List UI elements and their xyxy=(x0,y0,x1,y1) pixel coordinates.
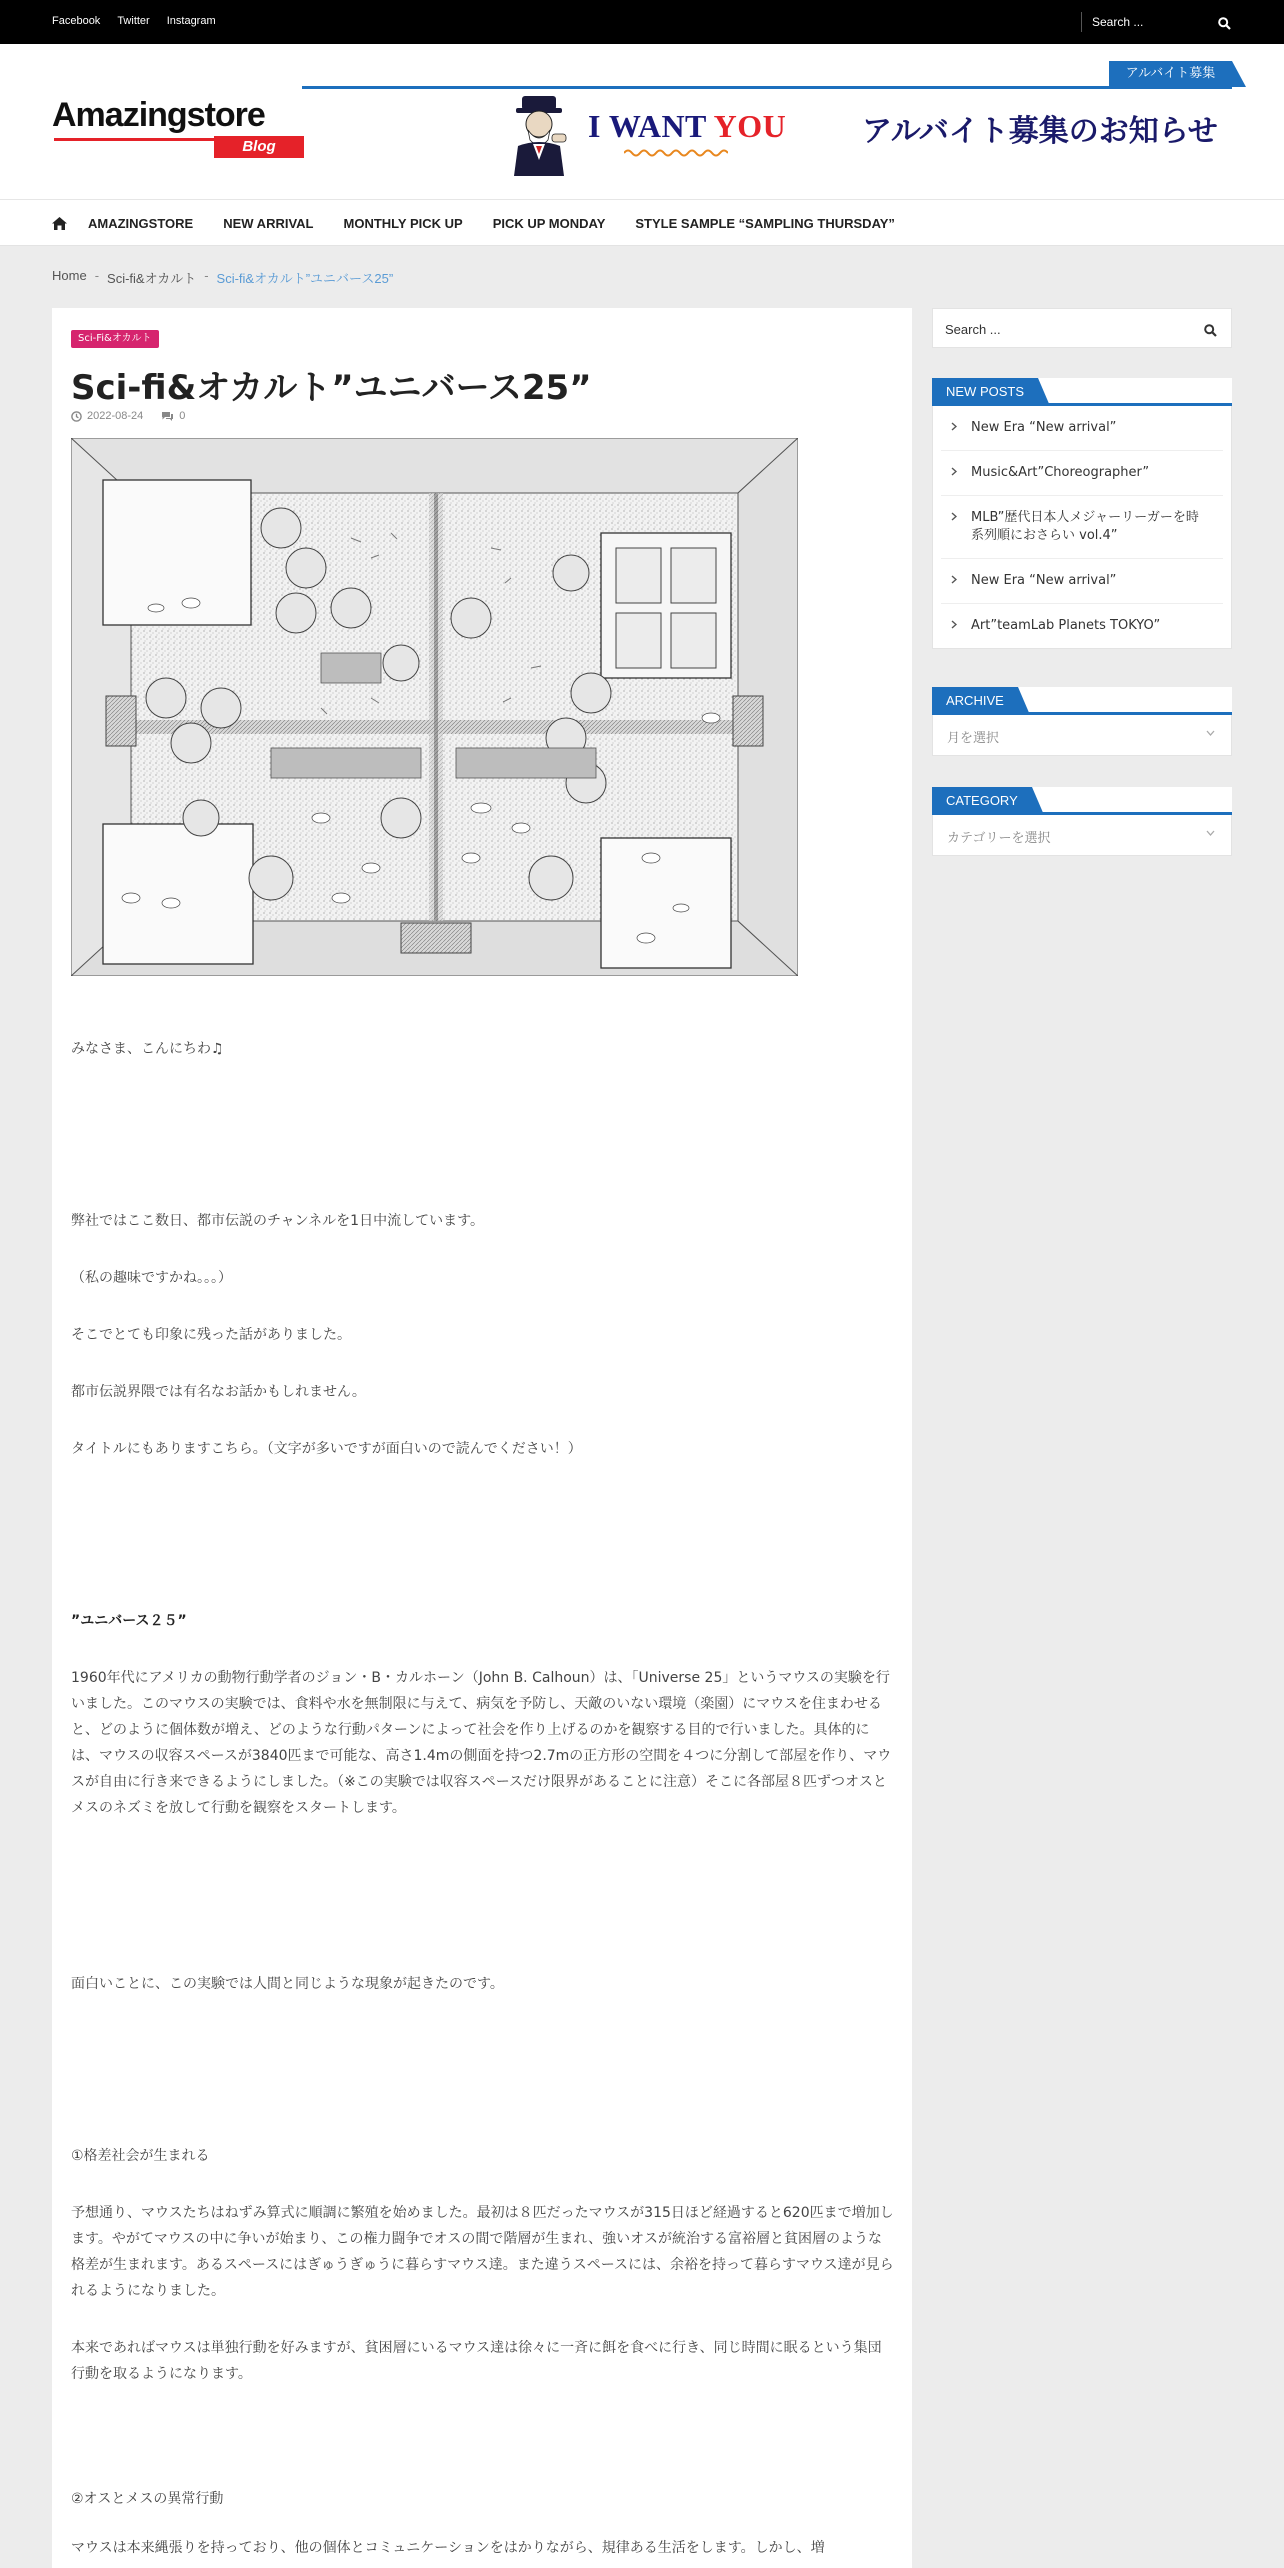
widget-title: ARCHIVE xyxy=(932,687,1018,715)
chevron-right-icon xyxy=(951,512,957,521)
banner-you: YOU xyxy=(713,108,787,144)
article-paragraph: ②オスとメスの異常行動 xyxy=(71,2491,224,2507)
widget-archive xyxy=(932,687,1232,756)
facebook-link[interactable]: Facebook xyxy=(52,15,101,27)
article-paragraph: ①格差社会が生まれる xyxy=(71,2148,210,2164)
logo-name: Amazingstore xyxy=(52,96,265,134)
article-paragraph: 弊社ではここ数日、都市伝説のチャンネルを1日中流しています。 xyxy=(71,1213,484,1229)
widget-title: NEW POSTS xyxy=(932,378,1038,406)
new-post-title: Music&Art”Choreographer” xyxy=(971,465,1150,480)
universe-25-illustration xyxy=(71,438,798,976)
article-paragraph: 1960年代にアメリカの動物行動学者のジョン・B・カルホーン（John B. Calhoun）は、「Universe 25」というマウスの実験を行いました。このマウスの実験では、食料や水を無制限に与えて、病気を予防し、天敵のいない環境（楽園）にマウスを住まわせると、どのように個体数が増え、どのような行動パターンによって社会を作り上げるのかを観察する目的で行いました。具体的には、マウスの収容スペースが3840匹まで可能な、高さ1.4mの側面を持つ2.7mの正方形の空間を４つに分割して部屋を作り、マウスが自由に行き来できるようにしました。（※この実験では収容スペースだけ限界があることに注意）そこに各部屋８匹ずつオスとメスのネズミを放して行動を観察をスタートします。 xyxy=(71,1670,892,1816)
article-meta xyxy=(71,410,185,422)
chevron-down-icon xyxy=(1206,830,1215,836)
article-paragraph: みなさま、こんにちわ♫ xyxy=(71,1041,224,1057)
new-posts-list xyxy=(932,406,1232,649)
nav-item-amazingstore[interactable]: AMAZINGSTORE xyxy=(88,216,194,231)
top-bar xyxy=(0,0,1284,44)
main-nav xyxy=(0,200,1284,246)
article-paragraph: 予想通り、マウスたちはねずみ算式に順調に繁殖を始めました。最初は８匹だったマウスが315日ほど経過すると620匹まで増加します。やがてマウスの中に争いが始まり、この権力闘争でオスの間で階層が生まれ、強いオスが統治する富裕層と貧困層のような格差が生まれます。あるスペースにはぎゅうぎゅうに暮らすマウス達。また違うスペースには、余裕を持って暮らすマウス達が見られるようになりました。 xyxy=(71,2205,894,2299)
breadcrumb-home[interactable]: Home xyxy=(52,268,87,283)
article-paragraph: 本来であればマウスは単独行動を好みますが、貧困層にいるマウス達は徐々に一斉に餌を食べに行き、同じ時間に眠るという集団行動を取るようになります。 xyxy=(71,2340,882,2382)
twitter-link[interactable]: Twitter xyxy=(117,15,150,27)
category-select-value: カテゴリーを選択 xyxy=(947,831,1051,846)
article-title: Sci-fi&オカルト”ユニバース25” xyxy=(71,368,592,408)
home-icon[interactable] xyxy=(52,215,67,234)
nav-item-new-arrival[interactable]: NEW ARRIVAL xyxy=(223,216,314,231)
breadcrumb-separator: - xyxy=(94,268,100,283)
chevron-down-icon xyxy=(1206,730,1215,736)
article-paragraph: タイトルにもありますこちら。（文字が多いですが面白いので読んでください！） xyxy=(71,1441,582,1457)
new-post-title: Art”teamLab Planets TOKYO” xyxy=(971,618,1161,633)
banner-headline[interactable] xyxy=(588,108,786,145)
breadcrumb-separator: - xyxy=(204,268,209,283)
banner-want: I WANT xyxy=(588,108,714,144)
nav-item-pick-up-monday[interactable]: PICK UP MONDAY xyxy=(492,216,606,231)
category-select[interactable] xyxy=(932,815,1232,856)
article-paragraph: 都市伝説界隈では有名なお話かもしれません。 xyxy=(71,1384,366,1400)
breadcrumb-category[interactable]: Sci-fi&オカルト xyxy=(107,271,197,286)
banner-ornament xyxy=(624,148,728,158)
chevron-right-icon xyxy=(951,467,957,476)
new-post-item[interactable] xyxy=(941,604,1223,648)
logo-underline xyxy=(54,138,214,141)
top-search xyxy=(1081,12,1231,32)
breadcrumb-current: Sci-fi&オカルト”ユニバース25” xyxy=(216,271,394,286)
new-post-item[interactable] xyxy=(941,406,1223,451)
nav-item-monthly-pick-up[interactable]: MONTHLY PICK UP xyxy=(343,216,463,231)
category-dropdown[interactable] xyxy=(933,815,1231,855)
article xyxy=(52,308,912,2568)
new-post-item[interactable] xyxy=(941,496,1223,559)
article-subheading: ”ユニバース２５” xyxy=(71,1613,187,1629)
widget-category xyxy=(932,787,1232,856)
nav-item-style-sample[interactable]: STYLE SAMPLE “SAMPLING THURSDAY” xyxy=(635,216,895,231)
instagram-link[interactable]: Instagram xyxy=(166,15,216,27)
widget-new-posts xyxy=(932,378,1232,649)
article-paragraph: （私の趣味ですかね。。。） xyxy=(71,1270,232,1286)
article-date xyxy=(71,410,143,422)
search-icon[interactable] xyxy=(1218,15,1231,34)
chevron-right-icon xyxy=(951,620,957,629)
sidebar-search xyxy=(932,308,1232,348)
widget-title: CATEGORY xyxy=(932,787,1032,815)
clock-icon xyxy=(71,411,82,422)
archive-dropdown[interactable] xyxy=(933,715,1231,755)
site-logo[interactable] xyxy=(52,96,304,158)
archive-select-value: 月を選択 xyxy=(947,731,1000,746)
new-post-title: New Era “New arrival” xyxy=(971,420,1117,435)
article-date-text: 2022-08-24 xyxy=(87,410,144,422)
new-post-item[interactable] xyxy=(941,559,1223,604)
widget-header xyxy=(932,378,1232,406)
chevron-right-icon xyxy=(951,422,957,431)
new-post-title: MLB”歴代日本人メジャーリーガーを時系列順におさらい vol.4” xyxy=(971,510,1199,543)
uncle-sam-image[interactable] xyxy=(508,94,570,176)
nav-items xyxy=(88,216,895,231)
article-paragraph: マウスは本来縄張りを持っており、他の個体とコミュニケーションをはかりながら、規律ある生活をします。しかし、増 xyxy=(71,2540,825,2556)
new-post-item[interactable] xyxy=(941,451,1223,496)
top-search-input[interactable] xyxy=(1092,12,1202,32)
new-post-title: New Era “New arrival” xyxy=(971,573,1117,588)
banner-recruit-text[interactable]: アルバイト募集のお知らせ xyxy=(862,114,1218,149)
archive-select[interactable] xyxy=(932,715,1232,756)
search-icon[interactable] xyxy=(1204,322,1217,341)
banner-tab-recruit[interactable]: アルバイト募集 xyxy=(1109,61,1232,87)
site-header xyxy=(0,44,1284,200)
sidebar-search-input[interactable] xyxy=(945,319,1175,339)
category-badge[interactable]: Sci-Fi&オカルト xyxy=(71,330,159,348)
article-comments[interactable] xyxy=(161,410,185,422)
logo-blog-badge: Blog xyxy=(214,136,304,158)
chevron-right-icon xyxy=(951,575,957,584)
banner-divider xyxy=(302,86,1232,89)
article-comments-count: 0 xyxy=(179,410,186,422)
article-paragraph: 面白いことに、この実験では人間と同じような現象が起きたのです。 xyxy=(71,1976,504,1992)
article-paragraph: そこでとても印象に残った話がありました。 xyxy=(71,1327,351,1343)
breadcrumb xyxy=(52,268,393,287)
widget-header xyxy=(932,687,1232,715)
widget-header xyxy=(932,787,1232,815)
comments-icon xyxy=(161,411,174,422)
social-links xyxy=(52,15,216,27)
